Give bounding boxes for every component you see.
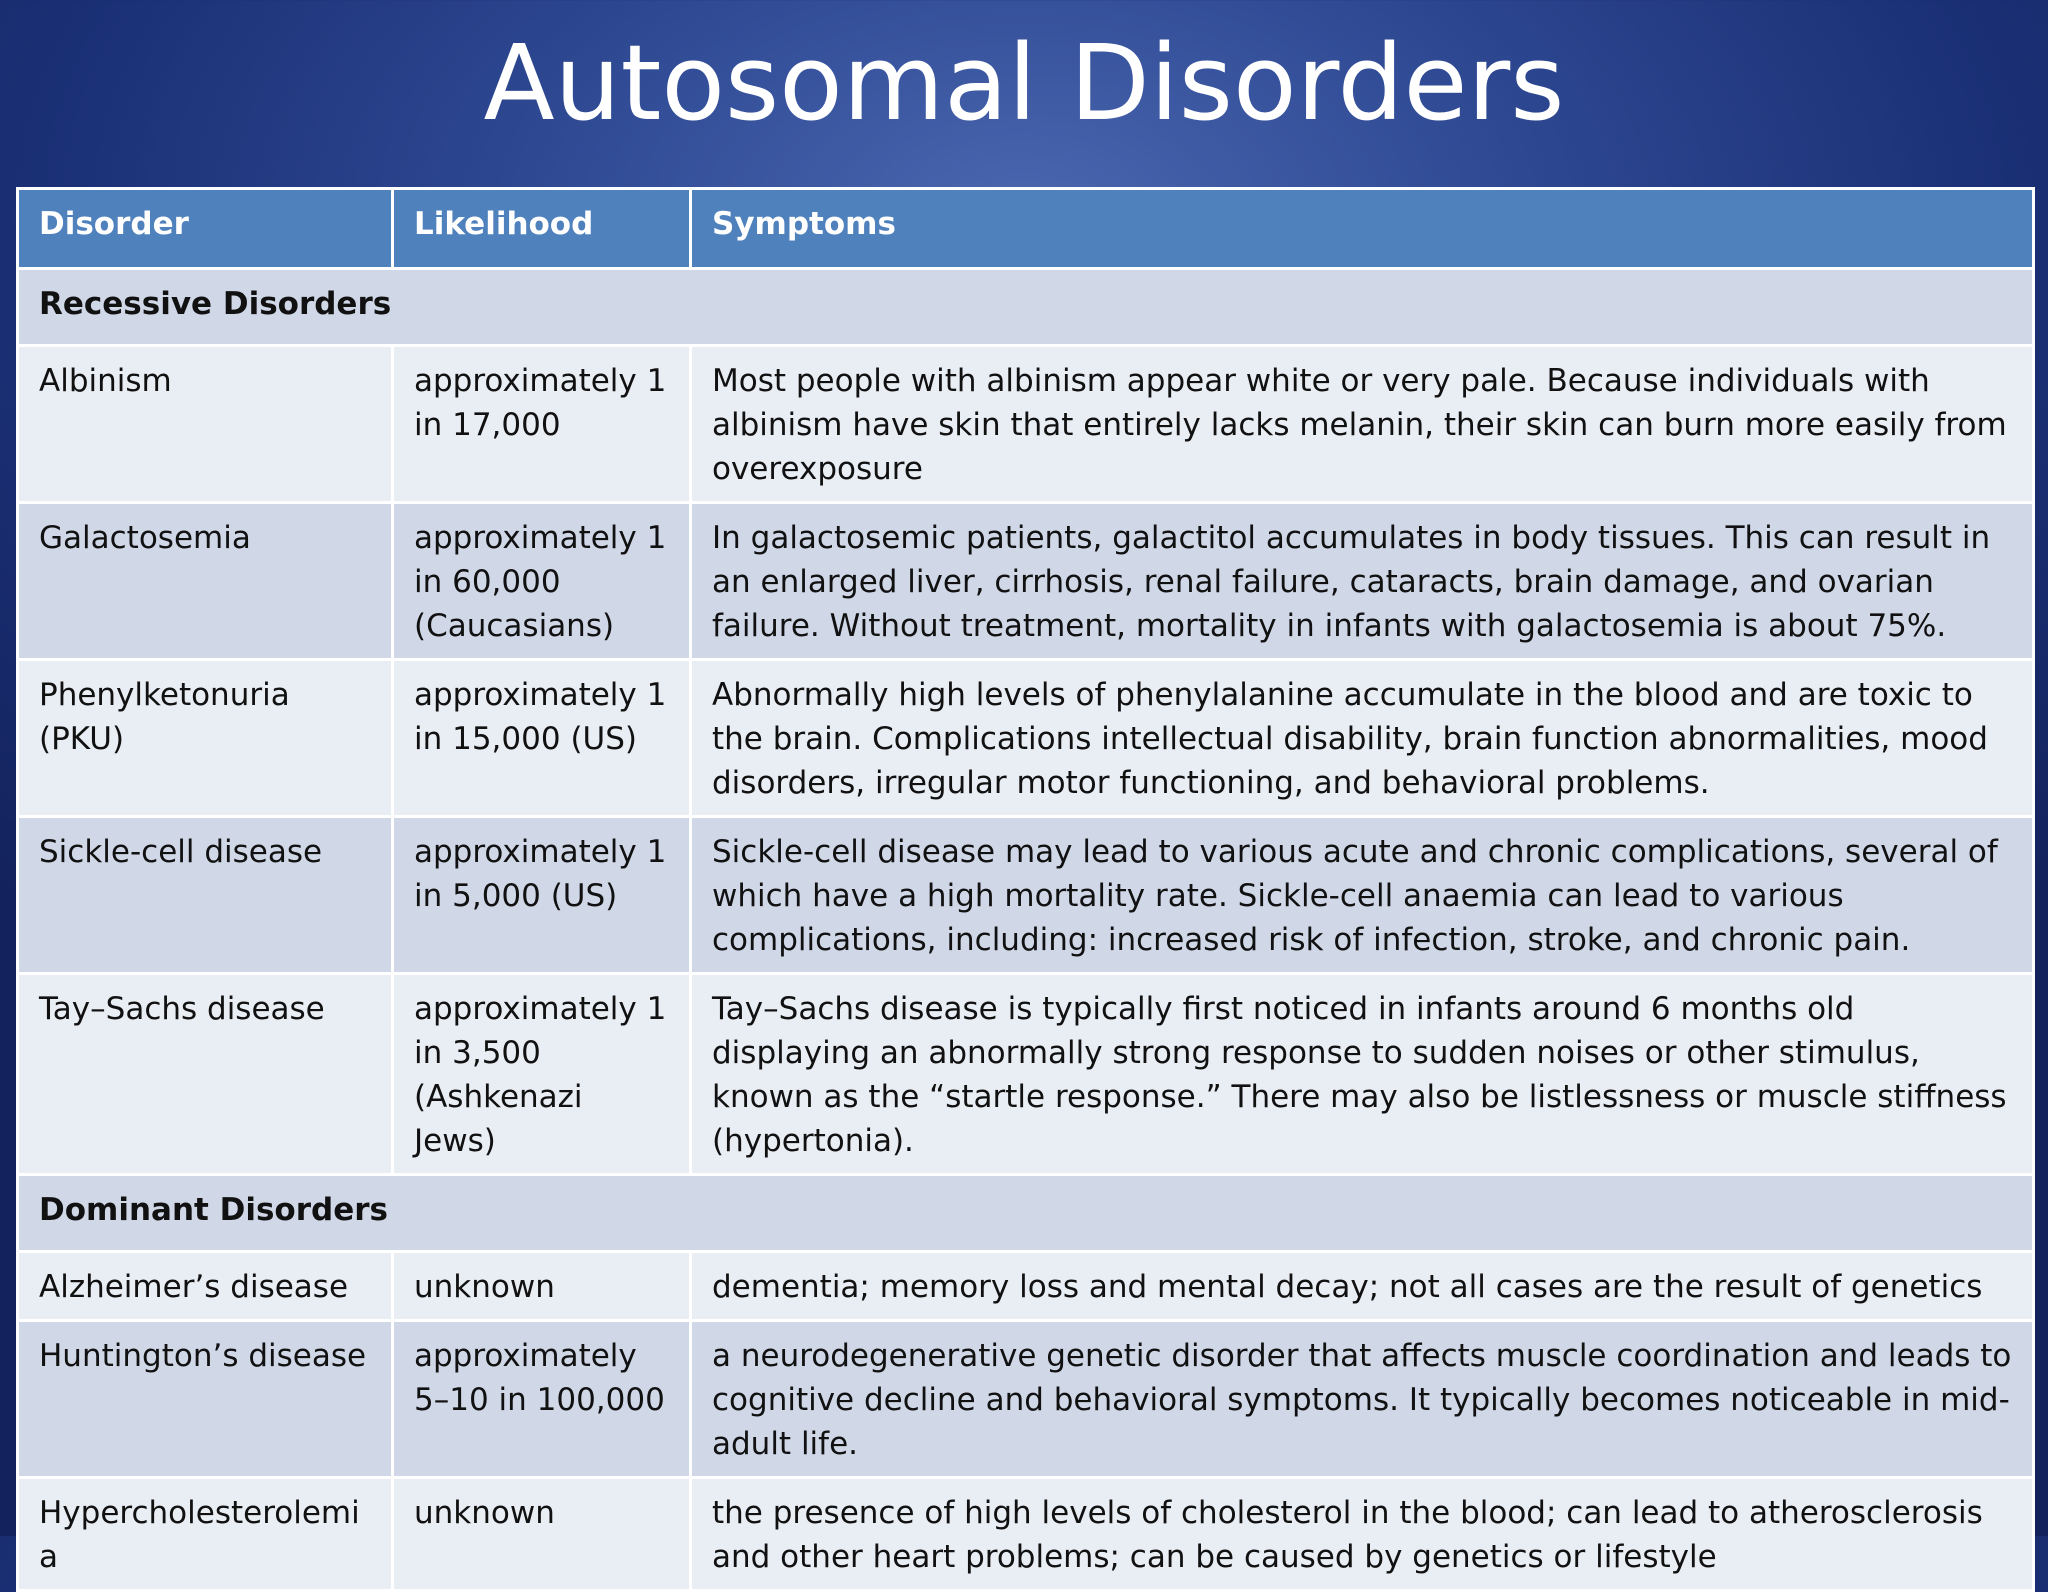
disorder-cell: Huntington’s disease [18, 1321, 393, 1478]
section-heading-row [18, 269, 2034, 346]
column-header-disorder: Disorder [18, 189, 393, 269]
disorder-cell: Albinism [18, 346, 393, 503]
section-heading-row [18, 1175, 2034, 1252]
likelihood-cell: unknown [393, 1252, 691, 1321]
symptoms-cell: Abnormally high levels of phenylalanine accumulate in the blood and are toxic to the brain. Complications intellectual disability, brain function abnormalities, mood disorders, irregular motor functioning, and behavioral problems. [691, 660, 2034, 817]
table-row [18, 1252, 2034, 1321]
disorder-cell: Phenylketonuria (PKU) [18, 660, 393, 817]
symptoms-cell: dementia; memory loss and mental decay; not all cases are the result of genetics [691, 1252, 2034, 1321]
likelihood-cell: unknown [393, 1478, 691, 1591]
likelihood-cell: approximately 1 in 5,000 (US) [393, 817, 691, 974]
table-header-row [18, 189, 2034, 269]
disorder-cell: Galactosemia [18, 503, 393, 660]
likelihood-cell: approximately 1 in 60,000 (Caucasians) [393, 503, 691, 660]
symptoms-cell: In galactosemic patients, galactitol accumulates in body tissues. This can result in an enlarged liver, cirrhosis, renal failure, cataracts, brain damage, and ovarian failure. Without treatment, mortality in infants with galactosemia is about 75%. [691, 503, 2034, 660]
section-heading-recessive: Recessive Disorders [18, 269, 2034, 346]
likelihood-cell: approximately 1 in 17,000 [393, 346, 691, 503]
column-header-symptoms: Symptoms [691, 189, 2034, 269]
symptoms-cell: Most people with albinism appear white or very pale. Because individuals with albinism have skin that entirely lacks melanin, their skin can burn more easily from overexposure [691, 346, 2034, 503]
symptoms-cell: a neurodegenerative genetic disorder that affects muscle coordination and leads to cognitive decline and behavioral symptoms. It typically becomes noticeable in mid-adult life. [691, 1321, 2034, 1478]
disorders-table [16, 187, 2035, 1592]
disorder-cell: Tay–Sachs disease [18, 974, 393, 1175]
slide-title: Autosomal Disorders [483, 22, 1565, 144]
disorder-cell: Hypercholesterolemia [18, 1478, 393, 1591]
table-row [18, 503, 2034, 660]
column-header-likelihood: Likelihood [393, 189, 691, 269]
likelihood-cell: approximately 5–10 in 100,000 [393, 1321, 691, 1478]
symptoms-cell: Tay–Sachs disease is typically first noticed in infants around 6 months old displaying an abnormally strong response to sudden noises or other stimulus, known as the “startle response.” There may also be listlessness or muscle stiffness (hypertonia). [691, 974, 2034, 1175]
symptoms-cell: the presence of high levels of cholesterol in the blood; can lead to atherosclerosis and other heart problems; can be caused by genetics or lifestyle [691, 1478, 2034, 1591]
table-row [18, 1478, 2034, 1591]
table-row [18, 1321, 2034, 1478]
section-heading-dominant: Dominant Disorders [18, 1175, 2034, 1252]
disorder-cell: Sickle-cell disease [18, 817, 393, 974]
disorder-cell: Alzheimer’s disease [18, 1252, 393, 1321]
likelihood-cell: approximately 1 in 3,500 (Ashkenazi Jews) [393, 974, 691, 1175]
table-row [18, 974, 2034, 1175]
likelihood-cell: approximately 1 in 15,000 (US) [393, 660, 691, 817]
symptoms-cell: Sickle-cell disease may lead to various acute and chronic complications, several of which have a high mortality rate. Sickle-cell anaemia can lead to various complications, including: increased risk of infection, stroke, and chronic pain. [691, 817, 2034, 974]
table-row [18, 660, 2034, 817]
table-row [18, 346, 2034, 503]
table-row [18, 817, 2034, 974]
